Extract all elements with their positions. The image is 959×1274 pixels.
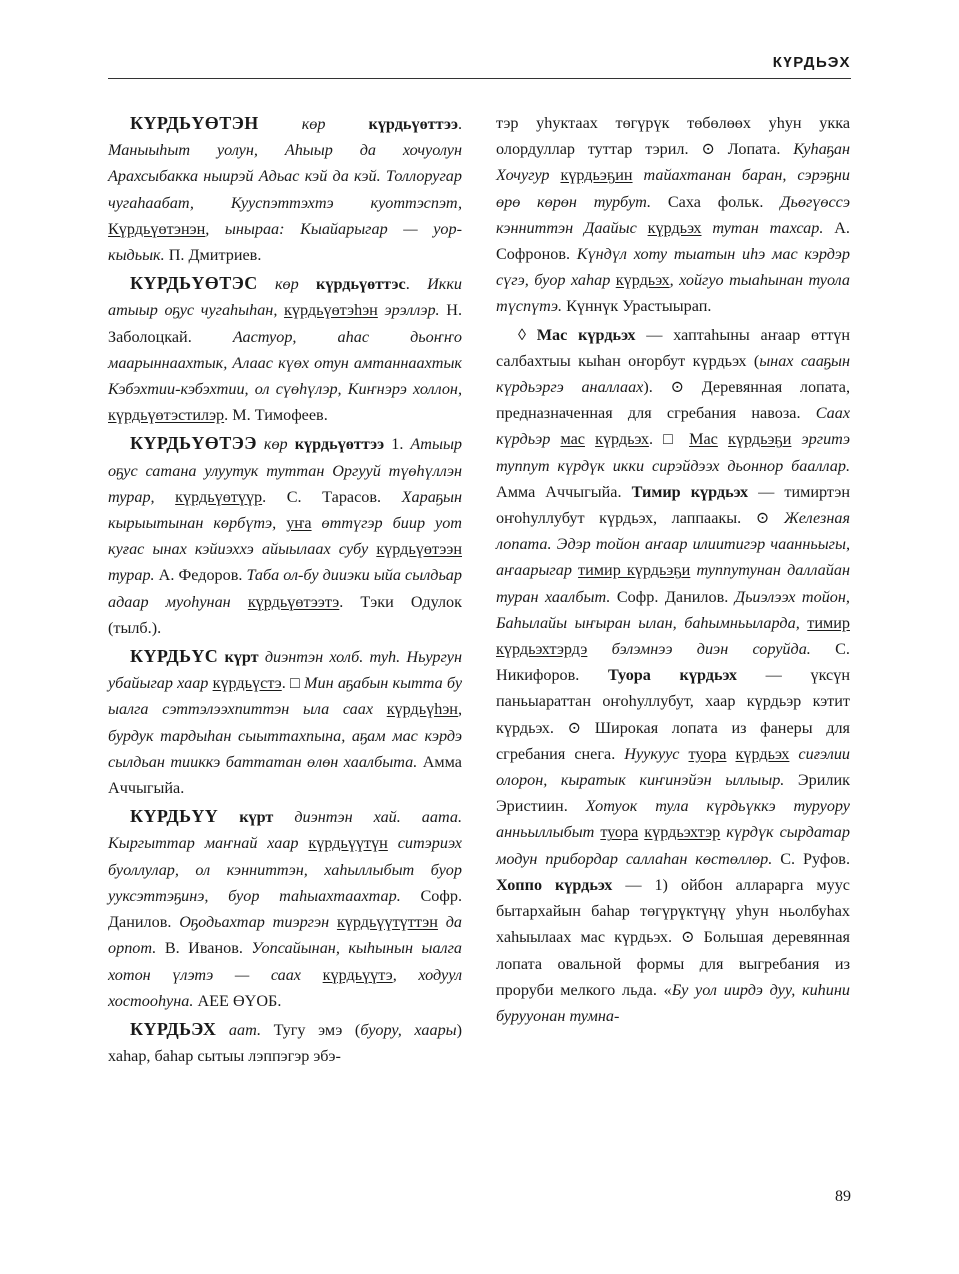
example-form: тимир күрдьэҕи [578,561,691,580]
example-form: туора [600,823,639,842]
citation-source: Н. Заболоцкай. [108,301,462,346]
phrase-headword: Мас күрдьэх [536,325,636,344]
citation-source: В. Иванов. [156,939,252,958]
citation-source: Софр. Данилов. [610,587,735,606]
example-form: күрдьүөтэһэн [284,301,378,320]
example-form: күрдьүстэ [212,674,282,693]
left-column [108,110,462,1071]
citation-source: АЕЕ ӨҮОБ. [193,991,282,1010]
citation-source: П. Дмитриев. [164,246,262,265]
example-form: күрдьэх [735,744,790,763]
citation-source: С. Руфов. [772,849,850,868]
headword: КҮРДЬҮС [130,646,219,667]
example-form: тимир [807,613,850,632]
example-form: күрдьэхтэрдэ [496,640,588,659]
example-form: күрдьүүтүн [308,834,388,853]
citation-source: Софр. Данилов. [108,886,462,932]
example-form: күрдьүөтээтэ [247,592,340,611]
headword: КҮРДЬҮӨТЭЭ [130,433,257,454]
example-form: күрдьүһэн [386,700,458,719]
example-form: күрдьүүтэ [322,965,393,984]
example-form: мас [560,430,585,449]
header-rule [108,78,851,79]
headword: КҮРДЬҮӨТЭН [130,113,259,133]
example-form: күрдьүөтэстилэр [108,406,225,425]
example-form: туора [688,744,727,763]
citation-source: А. Федоров. [154,566,247,585]
citation-source: . С. Тарасов. [262,487,402,506]
example-form: күрдьэх [595,430,649,449]
citation-source: А. Софронов. [496,218,850,264]
root-reference: күрт [239,808,274,827]
citation-source: Амма Аччыгыйа. [496,482,632,501]
headword: КҮРДЬҮӨТЭС [130,273,258,294]
entry-kurduu: КҮРДЬҮҮ күрт диэнтэн хай. аата. Кыргыттар маҥнай хаар күрдьүүтүн ситэриэх буоллулар, ол кэнниттэн, хаһыллыбыт буор ууксэттэҕинэ, буор таһыахтаахтар. Софр. Данилов. Оҕодьахтар тиэргэн күрдьүүтүттэн да орпот. В. Иванов. Уопсайынан, кыһынын ыалга хотон үлэтэ — саах күрдьүүтэ, ходуул хостооһуна. АЕЕ ӨҮОБ. [108,806,463,1010]
entry-kurduotes: КҮРДЬҮӨТЭС көр күрдьүөттэс. Икки атыыр оҕус чугаһыһан, күрдьүөтэһэн эрэллэр. Н. Заболоцкай. Аастуор, аһас дьоҥҥо маарыннаахтык, Алаас күөх отун амтаннаахтык Кэбэхтии-кэбэхтии, ол сүөһүлэр, Киҥнэрэ холлон, күрдьүөтэстилэр. М. Тимофеев. [108,273,462,425]
citation-source: Эрилик Эристиин. [496,771,850,816]
example-form: уҥа [286,514,312,533]
phrase-headword: Тимир күрдьэх [631,482,749,501]
example-form: күрдьэх [647,218,702,237]
entry-kurdeh-continued: тэр уһуктаах төгүрүк төбөлөөх уһун укка олордуллар туттар тэрил. ⊙ Лопата. Куһаҕан Хочугур күрдьэҕин тайахтанан баран, сэрэҕни өрө көрөн турбут. Саха фольк. Дьөгүөссэ кэнниттэн Даайыс күрдьэх тутан тахсар. А. Софронов. Күндүл хоту тыатын иһэ мас кэрдэр сүгэ, буор хаһар күрдьэх, хойгуо тыаһынан туола түспүтэ. Күннүк Урастыырап. [496,114,850,316]
phrase-headword: Хоппо күрдьэх [496,875,613,894]
entry-kurdeh: КҮРДЬЭХ аат. Тугу эмэ (буору, хаары) хаһар, баһар сытыы лэппэгэр эбэ- [108,1018,463,1066]
entry-kurduoten: КҮРДЬҮӨТЭН көр күрдьүөттээ. Маныыһыт уолун, Аһыыр да хочуолун Арахсыбакка ныирэй Адьас кэй да кэй. Толлоругар чугаһаабат, Кууспэттэхтэ куоттэспэт, Күрдьүөтэнэн, ыныраа: Кыайарыгар — уор-кыдьык. П. Дмитриев. [108,113,463,265]
running-head: КҮРДЬЭХ [772,54,851,71]
phrase-headword: Туора күрдьэх [608,666,737,685]
example-form: күрдьүүтүттэн [336,913,438,932]
example-form: күрдьэҕи [728,430,792,449]
citation-source: С. Никифоров. [496,640,850,685]
citation-source: . М. Тимофеев. [224,406,328,425]
example-form: күрдьэх [615,271,670,290]
cross-reference: күрдьүөттээ [368,115,458,133]
citation-source: . Тэки Одулок (тылб.). [108,592,463,637]
example-form: күрдьүөтүүр [175,487,263,506]
example-form: күрдьэҕин [560,166,633,185]
cross-reference: күрдьүөттэс [316,275,406,294]
example-form: күрдьүөтээн [376,540,462,559]
example-form: күрдьэхтэр [644,823,721,842]
headword: КҮРДЬЭХ [130,1018,217,1039]
entry-kurdus: КҮРДЬҮС күрт диэнтэн холб. туһ. Ньургун убайыгар хаар күрдьүстэ. □ Мин аҕабын кытта бу ыалга сэттэлээхпиттэн ыла саах күрдьүһэн, бурдук тардыһан сыыттахпына, аҕам мас кэрдэ сылдьан тииккэ баттатан өлөн хаалбыта. Амма Аччыгыйа. [108,646,463,798]
entry-kurduotee: КҮРДЬҮӨТЭЭ көр күрдьүөттээ 1. Атыыр оҕус сатана улуутук туттан Оргууй түөһүллэн турар, күрдьүөтүүр. С. Тарасов. Хараҕын кырыытынан көрбүтэ, уҥа өттүгэр биир уот куғас ынах кэйиэххэ айыылаах субу күрдьүөтээн турар. А. Федоров. Таба ол-бу дииэки ыйа сылдьар адаар муоһунан күрдьүөтээтэ. Тэки Одулок (тылб.). [108,433,463,637]
phrase-block: ◊ Мас күрдьэх — хаптаһыны аҥаар өттүн салбахтыы кыһан оҥорбут күрдьэх (ынах сааҕын күрдьэргэ аналлаах). ⊙ Деревянная лопата, предназначенная для сгребания навоза. Саах күрдьэр мас күрдьэх. □ Мас күрдьэҕи эргитэ туппут күрдүк икки сирэйдээх дьоннор бааллар. Амма Аччыгыйа. Тимир күрдьэх — тимиртэн оҥоһуллубут күрдьэх, лаппаакы. ⊙ Железная лопата. Эдэр тойон аҥаар илиитигэр чаанньыгы, аҥаарыгар тимир күрдьэҕи туппутунан даллайан туран хаалбыт. Софр. Данилов. Дьиэлээх тойон, Баһылайы ыҥыран ылан, баһымньыларда, тимир күрдьэхтэрдэ бэлэмнээ диэн соруйда. С. Никифоров. Туора күрдьэх — үксүн паньыараттан оҥоһуллубут, хаар күрдьэр кэтит күрдьэх. ⊙ Широкая лопата из фанеры для сгребания снега. Нуукуус туора күрдьэх сиғэлии олорон, кыратык киҥинэйэн ыллыыр. Эрилик Эристиин. Хотуок тула күрдьүккэ туруору анньыллыбыт туора күрдьэхтэр күрдүк сырдатар модун прибордар саллаһан көстөллөр. С. Руфов. Хоппо күрдьэх — 1) ойбон алларарга муус бытархайын баһар төгүрүктүңү уһун ньолбуһах хаһыылаах мас күрдьэх. ⊙ Большая деревянная лопата овальной формы для выгребания из проруби мелкого льда. «Бу уол иирдэ дуу, киһини бурууонан тумна- [496,325,851,1025]
root-reference: күрт [224,648,259,667]
page-number: 89 [835,1188,851,1205]
headword: КҮРДЬҮҮ [130,806,219,827]
right-column [496,110,850,1031]
citation-source: Күннүк Урастыырап. [562,297,712,316]
citation-source: Саха фольк. [651,192,781,211]
cross-reference: күрдьүөттээ [294,435,385,454]
example-form: Мас [689,430,718,449]
example-form: Күрдьүөтэнэн [108,219,206,238]
citation-source: Амма Аччыгыйа. [108,752,462,798]
